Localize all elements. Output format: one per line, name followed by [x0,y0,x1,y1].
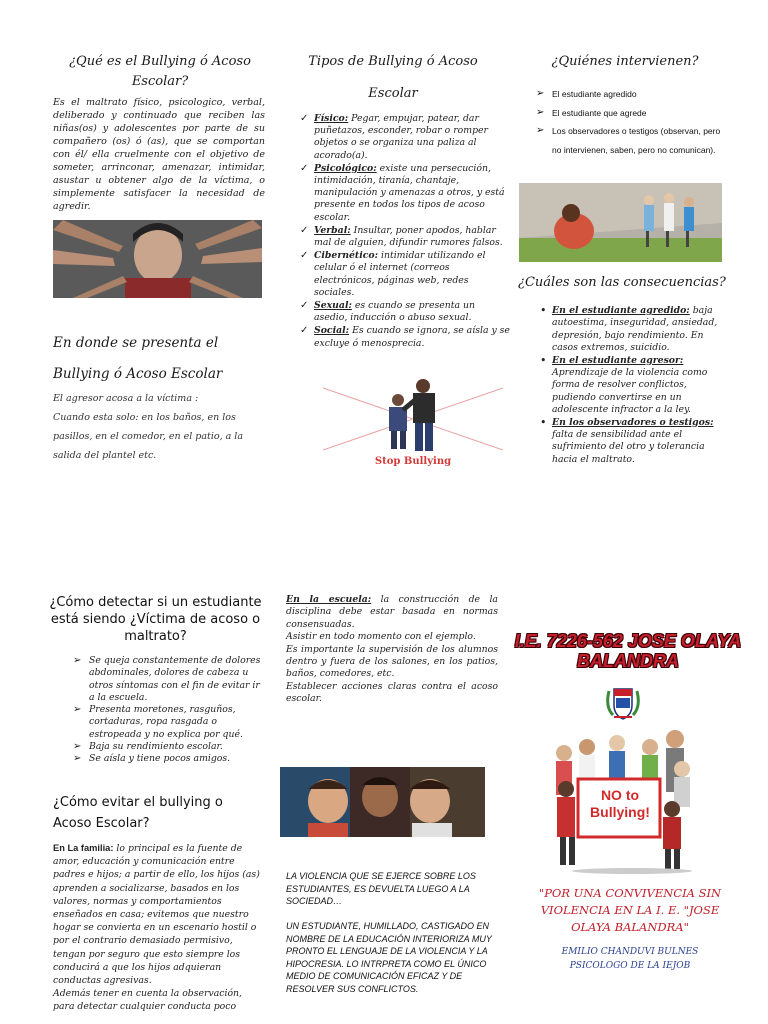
quote-two: UN ESTUDIANTE, HUMILLADO, CASTIGADO EN NOMBRE DE LA EDUCACIÓN INTERIORIZA MUY PRONTO EL LENGUAJE DE LA VIOLENCIA Y LA HIPOCRESIA. LO INTRPRETA COMO EL ÚNICO MEDIO DE COMUNICACIÓN EFICAZ Y DE RESOLVER SUS CONFLICTOS. [286,921,492,994]
type-item [298,163,510,224]
consequence-text: falta de sensibilidad ante el sufrimiento del otro y tolerancia hacia el maltrato. [552,429,705,465]
type-item [298,300,510,324]
school-crest-icon [603,683,643,723]
family-text-2: Además tener en cuenta la observación, para detectar cualquier conducta poco [53,988,242,1013]
type-item [298,250,510,299]
motto-text: "POR UNA CONVIVENCIA SIN VIOLENCIA EN LA I. E. "JOSE OLAYA BALANDRA" [538,886,722,934]
where-text [53,389,243,465]
detect-title: ¿Cómo detectar si un estudiante está siendo ¿Víctima de acoso o maltrato? [49,595,262,644]
sign-item: ➢ Baja su rendimiento escolar. [73,741,263,753]
where-line: pasillos, en el comedor, en el patio, a la [53,431,244,442]
no-bullying-photo [532,725,702,875]
sign-item: ➢ Presenta moretones, rasguños, cortaduras, ropa rasgada o estropeada y no explica por qué. [73,704,263,741]
school-p2: Asistir en todo momento con el ejemplo. [286,631,476,643]
participant-item: ➢ Los observadores o testigos (observan, pero no intervienen, saben, pero no comunican). [536,122,726,159]
school-label: En la escuela: [286,594,372,605]
school-text: la construcción de la disciplina debe estar basada en normas consensuadas. [286,594,498,630]
bullying-definition-text: Es el maltrato físico, psicologico, verbal, deliberado y continuado que reciben las niñas(os) y adolescentes por parte de su compañero (os) ó (as), que se comportan con él/ ella cruelmente con el objetivo de someter, arrinconar, amenazar, intimidar, asustar u obtener algo de la víctima, o simplemente satisfacer la necesidad de agredir. [53,97,265,212]
type-label: Psicológico: [314,162,377,174]
type-text: existe una persecución, intimidación, tiranía, chantaje, manipulación y amenazas a otros, y está presente en todos los tipos de acoso escolar. [314,162,505,223]
family-label: En La familia: [53,843,114,853]
participants-list [536,85,726,159]
type-text: Insultar, poner apodos, hablar mal de alguien, difundir rumores falsos. [314,224,503,249]
consequence-label: En el estudiante agresor: [552,354,684,366]
type-item [298,325,510,349]
stop-bullying-image [323,378,503,470]
where-line: Cuando esta solo: en los baños, en los [53,412,236,423]
schoolyard-illustration [519,183,722,262]
type-label: Verbal: [314,224,351,236]
where-line: salida del plantel etc. [53,450,157,461]
types-title-line2: Escolar [368,86,418,101]
participants-title: ¿Quiénes intervienen? [551,54,699,69]
consequence-label: En los observadores o testigos: [552,416,714,428]
quote-one: LA VIOLENCIA QUE SE EJERCE SOBRE LOS ESTUDIANTES, ES DEVUELTA LUEGO A LA SOCIEDAD… [286,871,476,906]
sign-item: ➢ Se aísla y tiene pocos amigos. [73,753,263,765]
consequence-item [538,417,724,467]
author-name: EMILIO CHANDUVI BULNES [561,947,699,957]
types-title-line1: Tipos de Bullying ó Acoso [308,54,478,69]
consequence-item [538,305,724,355]
type-text: es cuando se presenta un asedio, inducción o abuso sexual. [314,300,475,324]
type-text: intimidar utilizando el celular ó el internet (correos electrónicos, páginas web, redes sociales. [314,250,486,298]
family-text: lo principal es la fuente de amor, educación y comunicación entre padres e hijos; a partir de ello, los hijos (as) aprenden a socializarse, basados en los valores, normas y comportamientos enseñados en casa; evitemos que nuestro hogar se convierta en un escenario hostil o por el contrario demasiado permisivo, tengan por seguro que esto siempre los conducirá a que los hijos adquieran conductas agresivas. [53,843,260,987]
schoolyard-photo [519,183,722,262]
participant-item: ➢ El estudiante que agrede [536,104,726,123]
consequence-text: Aprendizaje de la violencia como forma de resolver conflictos, pudiendo convertirse en un adolescente infractor a la ley. [552,367,708,416]
type-label: Sexual: [314,300,352,312]
school-paragraph [286,594,498,706]
participant-item: ➢ El estudiante agredido [536,85,726,104]
no-bullying-sign-text: NO to Bullying! [590,787,650,820]
bullying-types-list [298,113,510,351]
school-p1 [286,594,498,631]
consequences-title: ¿Cuáles son las consecuencias? [518,275,726,290]
children-faces-illustration [280,767,485,837]
bullied-boy-illustration [53,220,262,298]
where-line: El agresor acosa a la víctima : [53,393,199,404]
type-text: Es cuando se ignora, se aísla y se excluye ó menosprecia. [314,325,510,349]
where-title-line1: En donde se presenta el [53,335,219,351]
consequence-text: baja autoestima, inseguridad, ansiedad, depresión, bajo rendimiento. En casos extremos, suicidio. [552,305,718,354]
avoid-title: ¿Cómo evitar el bullying o Acoso Escolar? [53,795,223,831]
type-label: Físico: [314,113,349,124]
detect-signs-list [73,655,263,766]
consequence-item [538,355,724,417]
consequences-list [538,305,724,466]
family-paragraph [53,842,265,1014]
children-faces-photo [280,767,485,837]
stop-bullying-illustration [323,378,503,458]
bullied-boy-photo [53,220,262,298]
type-item [298,113,510,162]
type-label: Social: [314,325,350,337]
where-title-line2: Bullying ó Acoso Escolar [53,366,223,382]
consequence-label: En el estudiante agredido: [552,305,690,316]
school-p4: Establecer acciones claras contra el acoso escolar. [286,680,498,705]
crest-illustration [603,683,643,723]
author-role: PSICOLOGO DE LA IEJOB [569,961,691,971]
type-text: Pegar, empujar, patear, dar puñetazos, esconder, robar o romper objetos o se organiza una paliza al acorado(a). [314,113,488,161]
bullying-definition-title: ¿Qué es el Bullying ó Acoso Escolar? [69,54,251,89]
stop-bullying-caption: Stop Bullying [374,456,452,467]
school-name: I.E. 7226-562 JOSE OLAYA BALANDRA [514,631,742,671]
type-label: Cibernético: [314,250,379,262]
type-item [298,225,510,249]
sign-item: ➢ Se queja constantemente de dolores abdominales, dolores de cabeza u otros síntomas con el fin de evitar ir a la escuela. [73,655,263,704]
school-p3: Es importante la supervisión de los alumnos dentro y fuera de los salones, en los patios, baños, comedores, etc. [286,643,498,680]
